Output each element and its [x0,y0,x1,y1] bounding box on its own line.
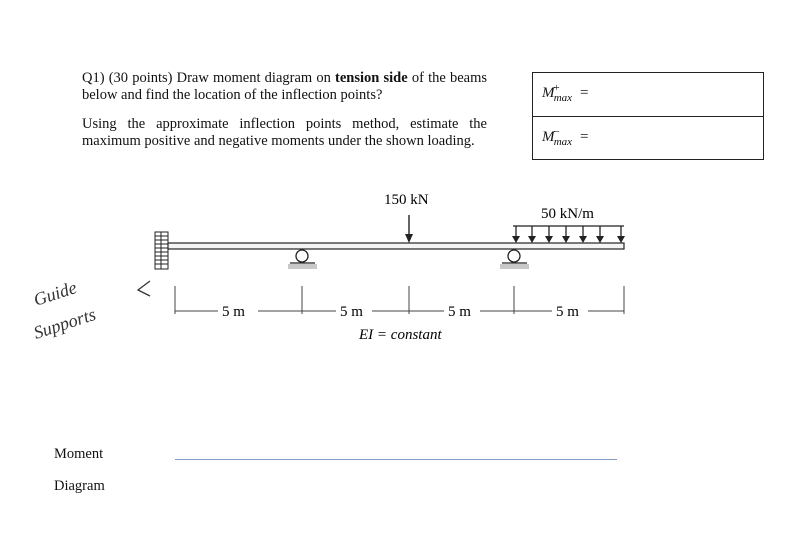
span-1-label: 5 m [222,304,245,320]
distributed-load-label: 50 kN/m [541,206,594,222]
handwritten-guide: Guide [31,277,80,310]
span-3-label: 5 m [448,304,471,320]
roller-support-1 [288,250,317,269]
handwritten-supports: Supports [31,304,99,343]
span-4-label: 5 m [556,304,579,320]
moment-diagram-baseline[interactable] [175,459,617,460]
point-load-arrow [405,215,413,243]
question-paragraph-2: Using the approximate inflection points method, estimate the maximum positive and negative moments under the shown loading. [82,116,487,149]
diagram-label: Diagram [54,478,105,494]
moment-label: Moment [54,446,104,462]
beam [168,243,624,249]
ei-label: EI = constant [359,327,442,343]
tension-side-bold: tension side [335,70,408,86]
span-2-label: 5 m [340,304,363,320]
roller-support-2 [500,250,529,269]
point-load-label: 150 kN [384,192,429,208]
guide-support [155,232,168,269]
handwritten-arrow [138,281,150,296]
m-max-negative-label: $M^-_{max}$ = [542,126,589,148]
question-paragraph-1: Q1) (30 points) Draw moment diagram on tension side of the beams below and find the location of the inflection points? [82,70,487,103]
m-max-positive-label: $M^+_{max}$ = [542,82,589,104]
